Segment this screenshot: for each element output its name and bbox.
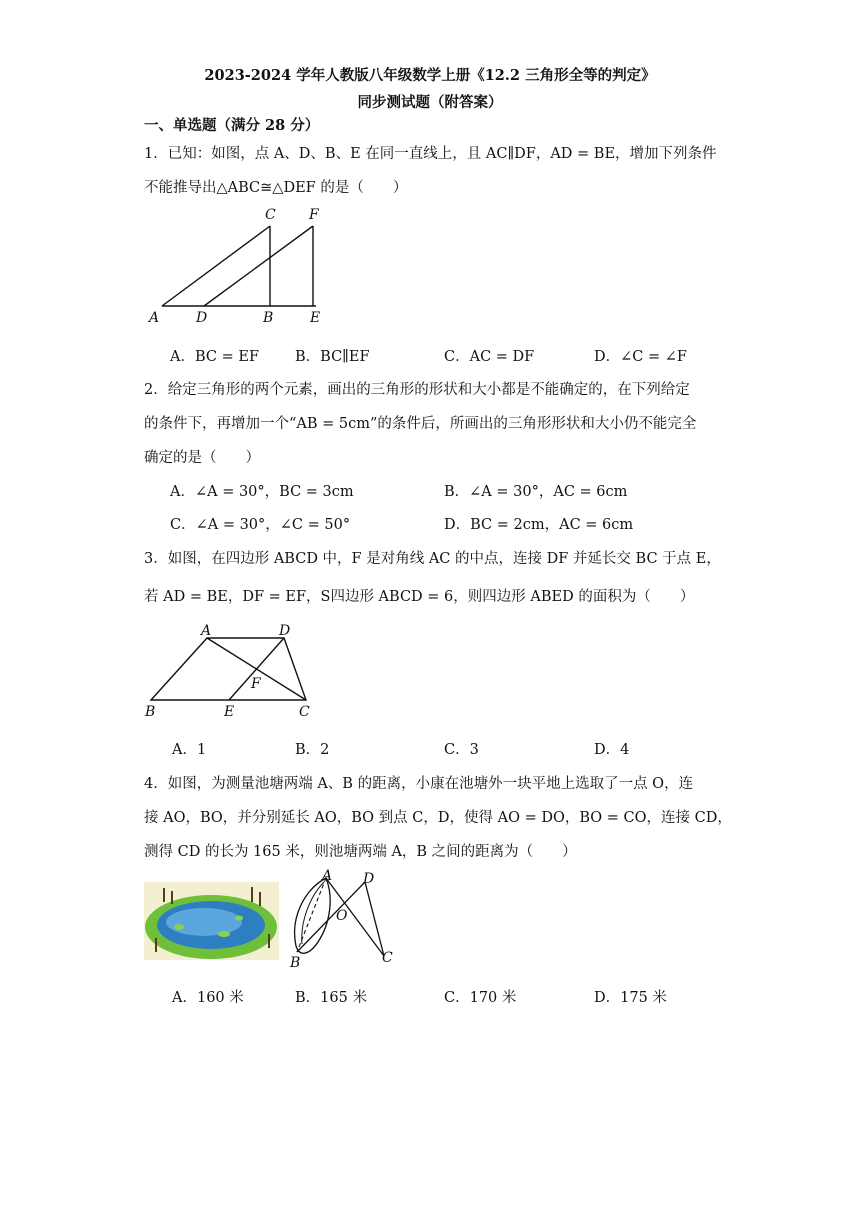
q1-option-c[interactable]: C．AC = DF [444,349,535,365]
q1-option-a[interactable]: A．BC = EF [170,349,260,365]
q4-option-d[interactable]: D．175 米 [594,990,667,1006]
question-3-text-line-1: 3．如图，在四边形 ABCD 中，F 是对角线 AC 的中点，连接 DF 并延长交 BC 于点 E， [144,551,721,567]
question-2-text-line-3: 确定的是（ ） [144,450,260,466]
fig3-label-b: B [145,704,156,720]
q3-option-a[interactable]: A．1 [172,742,207,758]
question-4-figure [284,866,399,972]
fig4-label-o: O [336,908,348,924]
fig4-label-b: B [290,955,301,971]
question-1-text-line-1: 1．已知：如图，点 A、D、B、E 在同一直线上，且 AC∥DF，AD = BE，增加下列条件 [144,146,717,162]
fig1-label-e: E [310,310,321,326]
fig4-label-d: D [363,871,375,887]
question-2-text-line-2: 的条件下，再增加一个“AB = 5cm”的条件后，所画出的三角形形状和大小仍不能完全 [144,416,697,432]
question-1-text-line-2: 不能推导出△ABC≅△DEF 的是（ ） [144,180,408,196]
q1-option-d[interactable]: D．∠C = ∠F [594,349,687,365]
page-subtitle: 同步测试题（附答案） [357,94,503,111]
q4-option-b[interactable]: B．165 米 [295,990,367,1006]
question-1-figure [144,200,344,330]
fig1-label-b: B [263,310,274,326]
fig3-label-f: F [251,676,261,692]
question-3-figure [140,620,330,725]
fig1-label-c: C [265,207,276,223]
q2-option-c[interactable]: C．∠A = 30°，∠C = 50° [170,517,351,533]
q2-option-b[interactable]: B．∠A = 30°，AC = 6cm [444,484,628,500]
q3-option-b[interactable]: B．2 [295,742,330,758]
q2-option-a[interactable]: A．∠A = 30°，BC = 3cm [170,484,354,500]
question-2-text-line-1: 2．给定三角形的两个元素，画出的三角形的形状和大小都是不能确定的，在下列给定 [144,382,690,398]
fig3-label-d: D [279,623,291,639]
fig3-label-a: A [201,623,212,639]
fig4-label-a: A [322,868,333,884]
fig1-label-a: A [149,310,160,326]
fig3-label-e: E [224,704,235,720]
fig1-label-f: F [309,207,319,223]
pond-illustration [144,882,279,960]
question-4-text-line-1: 4．如图，为测量池塘两端 A、B 的距离，小康在池塘外一块平地上选取了一点 O，连 [144,776,694,792]
question-4-text-line-3: 测得 CD 的长为 165 米，则池塘两端 A，B 之间的距离为（ ） [144,844,577,860]
question-4-text-line-2: 接 AO，BO，并分别延长 AO，BO 到点 C，D，使得 AO = DO，BO = CO，连接 CD， [144,810,732,826]
section-heading: 一、单选题（满分 28 分） [144,117,320,134]
page-title: 2023-2024 学年人教版八年级数学上册《12.2 三角形全等的判定》 [204,67,656,84]
fig4-label-c: C [382,950,393,966]
fig1-label-d: D [196,310,208,326]
q1-option-b[interactable]: B．BC∥EF [295,349,370,365]
q4-option-c[interactable]: C．170 米 [444,990,517,1006]
question-3-text-line-2: 若 AD = BE，DF = EF，S四边形 ABCD = 6，则四边形 ABED 的面积为（ ） [144,589,695,605]
q3-option-d[interactable]: D．4 [594,742,630,758]
q2-option-d[interactable]: D．BC = 2cm，AC = 6cm [444,517,634,533]
q4-option-a[interactable]: A．160 米 [172,990,244,1006]
fig3-label-c: C [299,704,310,720]
q3-option-c[interactable]: C．3 [444,742,479,758]
